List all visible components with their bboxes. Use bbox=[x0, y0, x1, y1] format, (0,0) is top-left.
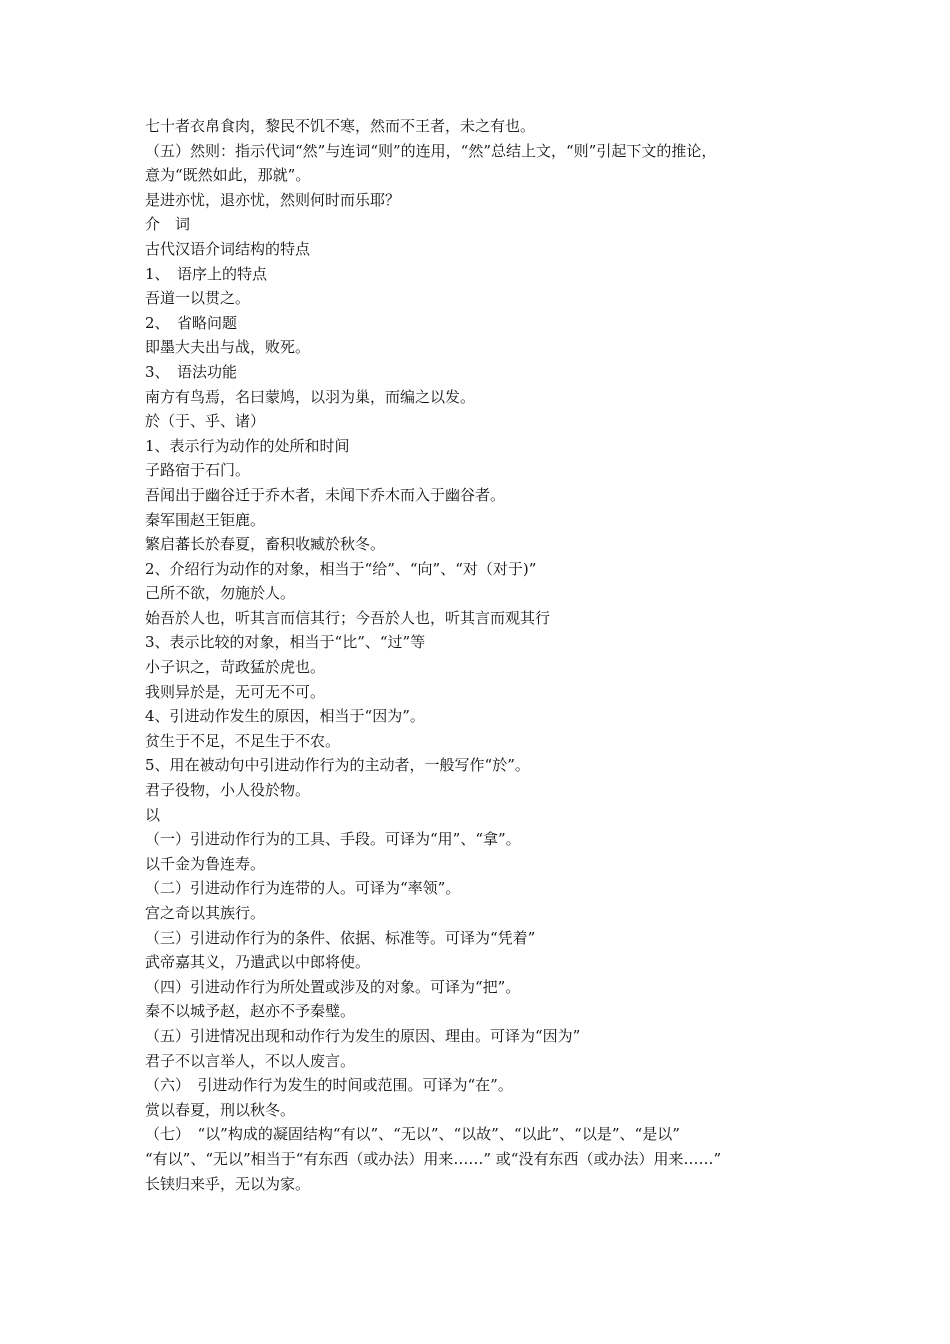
list-item: （一）引进动作行为的工具、手段。可译为“用”、“拿”。 bbox=[145, 830, 521, 849]
example-sentence: 己所不欲，勿施於人。 bbox=[145, 584, 296, 603]
example-sentence: 贫生于不足，不足生于不农。 bbox=[145, 731, 341, 750]
example-sentence: 吾闻出于幽谷迁于乔木者，未闻下乔木而入于幽谷者。 bbox=[145, 485, 506, 504]
list-item: 5、用在被动句中引进动作行为的主动者，一般写作“於”。 bbox=[145, 756, 530, 775]
section-heading: 以 bbox=[145, 805, 161, 824]
example-sentence: 是进亦忧，退亦忧，然则何时而乐耶？ bbox=[145, 190, 401, 209]
list-item: （七） “以”构成的凝固结构“有以”、“无以”、“以故”、“以此”、“以是”、“是以” bbox=[145, 1125, 680, 1144]
example-sentence: 长铗归来乎，无以为家。 bbox=[145, 1174, 311, 1193]
list-item: 3、表示比较的对象，相当于“比”、“过”等 bbox=[145, 633, 426, 652]
example-sentence: 小子识之，苛政猛於虎也。 bbox=[145, 658, 326, 677]
list-item: （六） 引进动作行为发生的时间或范围。可译为“在”。 bbox=[145, 1076, 513, 1095]
list-item: （二）引进动作行为连带的人。可译为“率领”。 bbox=[145, 879, 461, 898]
list-item: 1、 语序上的特点 bbox=[145, 264, 268, 283]
example-sentence: 宫之奇以其族行。 bbox=[145, 904, 266, 922]
list-item: （三）引进动作行为的条件、依据、标准等。可译为“凭着” bbox=[145, 928, 536, 947]
list-item: 3、 语法功能 bbox=[145, 362, 238, 381]
document-body bbox=[145, 114, 825, 1196]
list-item: 2、介绍行为动作的对象，相当于“给”、“向”、“对（对于)” bbox=[145, 559, 537, 578]
chapter-heading: 介 词 bbox=[145, 215, 191, 234]
list-item: （四）引进动作行为所处置或涉及的对象。可译为“把”。 bbox=[145, 977, 521, 996]
example-sentence: 繁启蕃长於春夏，畜积收臧於秋冬。 bbox=[145, 535, 386, 554]
section-heading: 於（于、乎、诸） bbox=[145, 412, 266, 431]
list-item: （五）引进情况出现和动作行为发生的原因、理由。可译为“因为” bbox=[145, 1026, 581, 1045]
example-sentence: 秦不以城予赵，赵亦不予秦璧。 bbox=[145, 1002, 356, 1021]
example-sentence: 以千金为鲁连寿。 bbox=[145, 854, 266, 873]
example-sentence: 君子不以言举人，不以人废言。 bbox=[145, 1051, 356, 1070]
example-sentence: 南方有鸟焉，名曰蒙鸠，以羽为巢，而编之以发。 bbox=[145, 387, 476, 406]
example-sentence: 赏以春夏，刑以秋冬。 bbox=[145, 1100, 296, 1119]
list-item: 4、引进动作发生的原因，相当于“因为”。 bbox=[145, 707, 425, 726]
example-sentence: 君子役物，小人役於物。 bbox=[145, 781, 311, 800]
section-heading: （五）然则：指示代词“然”与连词“则”的连用，“然”总结上文，“则”引起下文的推论， bbox=[145, 141, 717, 160]
section-heading: 古代汉语介词结构的特点 bbox=[145, 239, 311, 258]
example-sentence: 即墨大夫出与战，败死。 bbox=[145, 338, 311, 357]
text-line: “有以”、“无以”相当于“有东西（或办法）用来……” 或“没有东西（或办法）用来……” bbox=[145, 1149, 722, 1168]
list-item: 1、表示行为动作的处所和时间 bbox=[145, 436, 350, 455]
example-sentence: 始吾於人也，听其言而信其行；今吾於人也，听其言而观其行 bbox=[145, 608, 551, 627]
example-sentence: 我则异於是，无可无不可。 bbox=[145, 682, 326, 701]
list-item: 2、 省略问题 bbox=[145, 313, 238, 332]
example-sentence: 子路宿于石门。 bbox=[145, 461, 251, 480]
example-sentence: 秦军围赵王钜鹿。 bbox=[145, 510, 266, 529]
example-sentence: 武帝嘉其义，乃遣武以中郎将使。 bbox=[145, 953, 371, 972]
text-line: 七十者衣帛食肉，黎民不饥不寒，然而不王者，未之有也。 bbox=[145, 117, 536, 135]
text-line: 意为“既然如此，那就”。 bbox=[145, 166, 311, 185]
example-sentence: 吾道一以贯之。 bbox=[145, 289, 251, 308]
